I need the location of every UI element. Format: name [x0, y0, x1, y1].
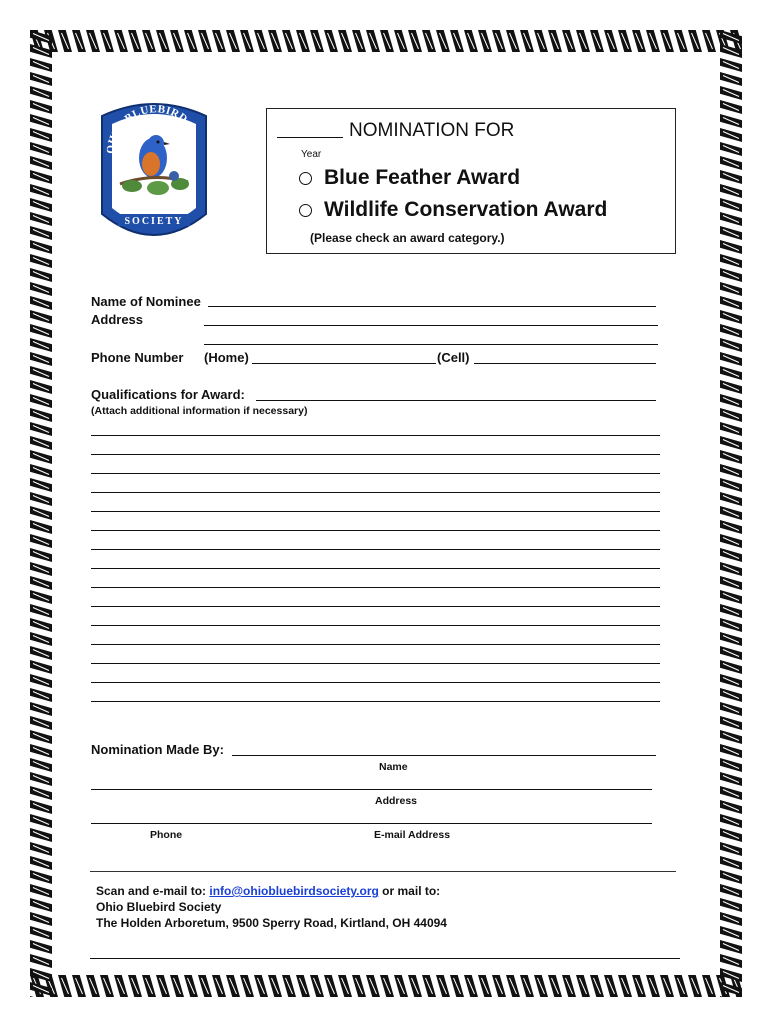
scan-email-text — [96, 884, 440, 898]
nomination-title — [277, 119, 514, 142]
nomination-for-label: NOMINATION FOR — [349, 120, 515, 141]
email-caption: E-mail Address — [374, 829, 451, 841]
decorative-border-left — [30, 30, 52, 997]
writing-line[interactable] — [91, 511, 660, 512]
writing-line[interactable] — [91, 625, 660, 626]
email-link[interactable]: info@ohiobluebirdsociety.org — [209, 884, 379, 898]
ohio-bluebird-society-logo — [96, 96, 212, 252]
wildlife-conservation-award-option[interactable] — [299, 198, 607, 222]
footer-divider — [90, 871, 676, 872]
writing-line[interactable] — [91, 606, 660, 607]
address-caption: Address — [375, 795, 418, 807]
address-label: Address — [91, 312, 144, 327]
writing-line[interactable] — [91, 549, 660, 550]
nominator-phone-email-line[interactable] — [91, 823, 652, 824]
decorative-border-top — [30, 30, 742, 52]
scan-prefix: Scan and e-mail to: — [96, 884, 210, 898]
writing-line[interactable] — [91, 568, 660, 569]
phone-number-label: Phone Number — [91, 350, 184, 365]
logo-bottom-text: SOCIETY — [124, 216, 184, 227]
nominee-name-line[interactable] — [208, 306, 656, 307]
nomination-made-by-label: Nomination Made By: — [91, 742, 224, 757]
writing-line[interactable] — [91, 644, 660, 645]
blue-feather-award-option[interactable] — [299, 166, 520, 190]
writing-line[interactable] — [91, 435, 660, 436]
nominator-name-line[interactable] — [232, 755, 656, 756]
phone-caption: Phone — [150, 829, 183, 841]
writing-line[interactable] — [91, 663, 660, 664]
wildlife-conservation-award-label: Wildlife Conservation Award — [324, 198, 608, 221]
home-phone-line[interactable] — [252, 363, 436, 364]
org-name: Ohio Bluebird Society — [96, 900, 222, 914]
qualifications-label: Qualifications for Award: — [91, 387, 245, 402]
award-selection-box — [266, 108, 676, 254]
cell-label: (Cell) — [437, 350, 470, 365]
writing-line[interactable] — [91, 682, 660, 683]
attach-note: (Attach additional information if necessary) — [91, 405, 308, 417]
writing-line[interactable] — [91, 701, 660, 702]
name-of-nominee-label: Name of Nominee — [91, 294, 201, 309]
decorative-border-right — [720, 30, 742, 997]
qualifications-line[interactable] — [256, 400, 656, 401]
bottom-divider — [90, 958, 680, 959]
cell-phone-line[interactable] — [474, 363, 656, 364]
radio-circle-icon[interactable] — [299, 172, 312, 185]
blue-feather-award-label: Blue Feather Award — [324, 166, 521, 189]
writing-line[interactable] — [91, 587, 660, 588]
writing-line[interactable] — [91, 492, 660, 493]
org-address: The Holden Arboretum, 9500 Sperry Road, Kirtland, OH 44094 — [96, 916, 447, 930]
address-line-2[interactable] — [204, 344, 658, 345]
writing-line[interactable] — [91, 454, 660, 455]
year-label: Year — [301, 149, 322, 160]
address-line-1[interactable] — [204, 325, 658, 326]
scan-suffix: or mail to: — [378, 884, 441, 898]
home-label: (Home) — [204, 350, 249, 365]
check-category-note: (Please check an award category.) — [310, 231, 505, 245]
nominator-address-line[interactable] — [91, 789, 652, 790]
radio-circle-icon[interactable] — [299, 204, 312, 217]
year-blank[interactable] — [277, 119, 343, 138]
writing-line[interactable] — [91, 473, 660, 474]
writing-line[interactable] — [91, 530, 660, 531]
logo-top-text: OHIO BLUEBIRD — [104, 103, 190, 155]
decorative-border-bottom — [30, 975, 742, 997]
name-caption: Name — [379, 761, 408, 773]
